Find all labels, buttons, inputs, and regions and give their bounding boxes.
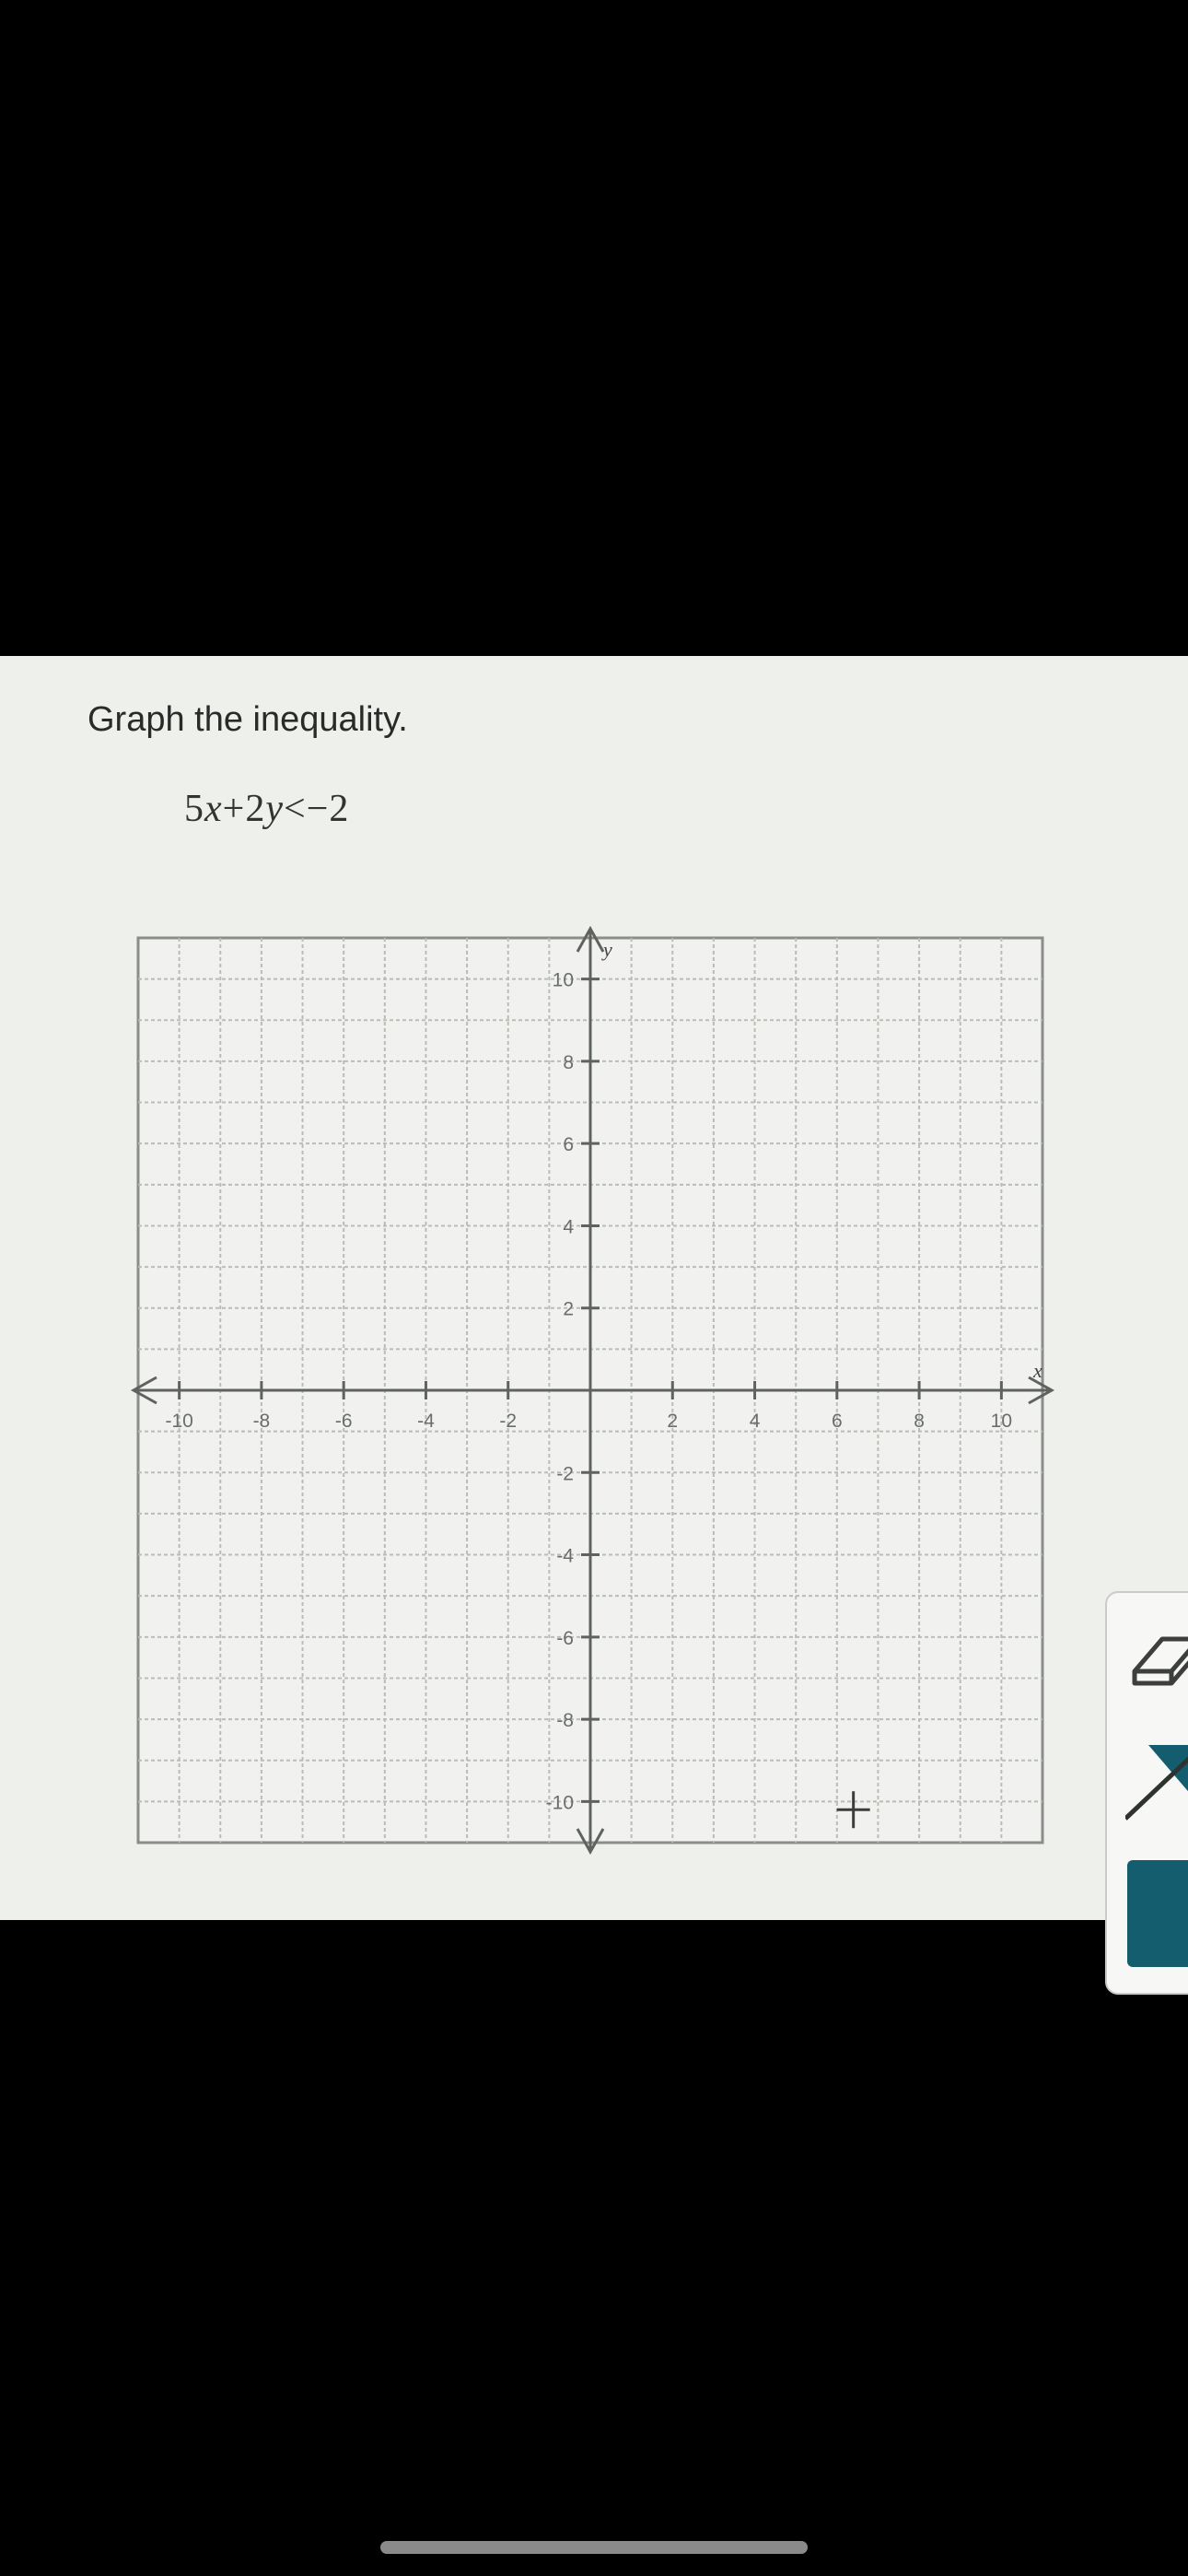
y-axis-label: y [603, 938, 612, 961]
x-tick-label: 8 [914, 1411, 925, 1432]
eq-plus: + [222, 788, 246, 830]
x-tick-label: -4 [417, 1411, 435, 1432]
eq-coef-b: 2 [245, 788, 266, 830]
y-tick-label: -6 [556, 1627, 574, 1649]
x-tick-label: -10 [165, 1411, 193, 1432]
x-tick-label: 10 [990, 1411, 1013, 1432]
eq-rhs: −2 [306, 788, 350, 830]
y-tick-label: 6 [563, 1134, 574, 1156]
x-tick-label: -6 [334, 1411, 353, 1432]
y-tick-label: 4 [563, 1216, 574, 1238]
eq-var-y: y [265, 788, 284, 830]
y-tick-label: 10 [552, 969, 574, 991]
y-tick-label: 2 [563, 1298, 574, 1320]
app-screen [0, 656, 1188, 1920]
y-tick-label: 8 [563, 1051, 574, 1073]
y-tick-label: -10 [545, 1792, 574, 1814]
eraser-icon[interactable] [1125, 1621, 1188, 1694]
coordinate-graph[interactable] [0, 656, 1188, 1920]
eq-var-x: x [204, 788, 223, 830]
x-tick-label: 2 [667, 1411, 679, 1432]
eq-relation: < [284, 788, 307, 830]
home-indicator[interactable] [380, 2541, 808, 2554]
x-axis-label: x [1033, 1359, 1042, 1382]
y-tick-label: -4 [556, 1545, 574, 1567]
shade-fill-tool[interactable] [1127, 1860, 1188, 1967]
y-tick-label: -2 [556, 1463, 574, 1485]
boundary-line-icon[interactable] [1125, 1731, 1188, 1832]
x-tick-label: -2 [499, 1411, 518, 1432]
x-tick-label: 4 [749, 1411, 761, 1432]
x-tick-label: -8 [252, 1411, 271, 1432]
eq-coef-a: 5 [184, 788, 204, 830]
graph-tool-panel [1105, 1591, 1188, 1995]
y-tick-label: -8 [556, 1710, 574, 1732]
x-tick-label: 6 [831, 1411, 843, 1432]
question-prompt: Graph the inequality. [87, 700, 408, 739]
